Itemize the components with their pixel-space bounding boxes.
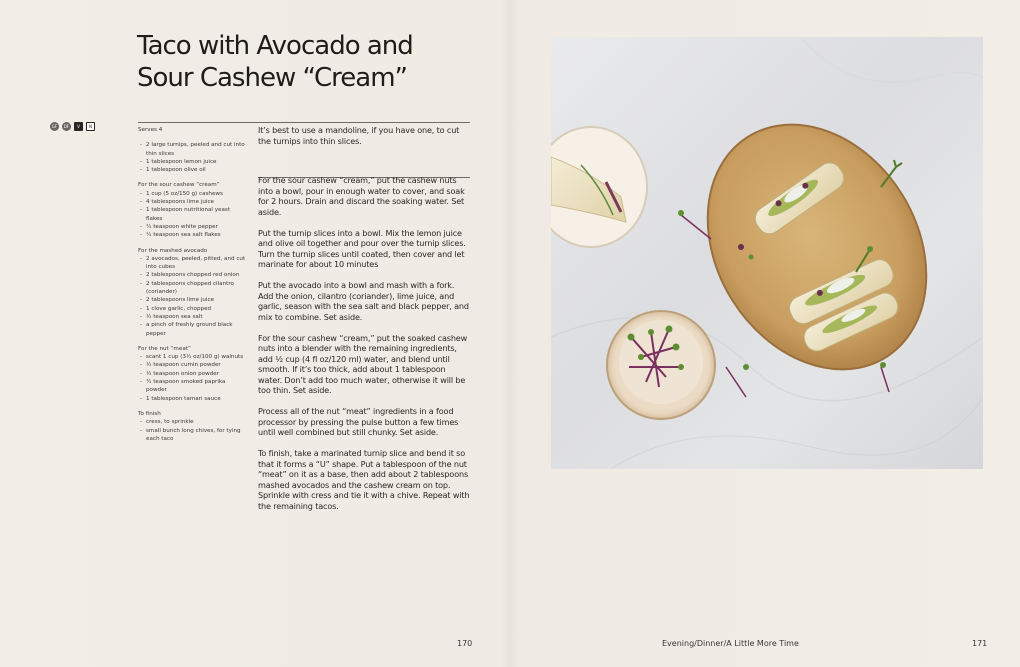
method-step: Put the turnip slices into a bowl. Mix the lemon juice and olive oil together and pour over the turnip slices. Turn the turnip slices until coated, then cover and let marinate for about 10 minutes xyxy=(258,227,466,269)
ingredient-item: - a pinch of freshly ground black pepper xyxy=(138,321,248,338)
ingredient-item: - 1 tablespoon tamari sauce xyxy=(138,395,248,403)
recipe-photo-illustration xyxy=(551,37,983,469)
ingredient-item: - 2 tablespoons chopped cilantro (coriander) xyxy=(138,280,248,297)
section-gap xyxy=(258,146,470,175)
title-line-1: Taco with Avocado and xyxy=(137,31,413,61)
ingredient-group-heading: For the mashed avocado xyxy=(138,247,208,254)
ingredient-group xyxy=(138,247,248,338)
ingredient-item: - ¼ teaspoon smoked paprika powder xyxy=(138,378,248,395)
ingredient-group xyxy=(138,141,248,174)
ingredient-group xyxy=(138,410,248,443)
ingredient-item: - 2 tablespoons chopped red onion xyxy=(138,271,248,279)
ingredient-group xyxy=(138,126,248,134)
ingredient-item: - scant 1 cup (3½ oz/100 g) walnuts xyxy=(138,353,248,361)
method-intro: It’s best to use a mandoline, if you have one, to cut the turnips into thin slices. xyxy=(258,125,460,146)
title-line-2: Sour Cashew “Cream” xyxy=(137,63,408,93)
ingredient-item: - 1 tablespoon nutritional yeast flakes xyxy=(138,206,248,223)
ingredient-item: - cress, to sprinkle xyxy=(138,418,248,426)
dietary-badges xyxy=(50,122,95,131)
method-text xyxy=(258,125,470,522)
ingredient-group-heading: For the nut “meat” xyxy=(138,345,191,352)
right-page-number: 171 xyxy=(972,639,988,648)
ingredient-item: - 4 tablespoons lime juice xyxy=(138,198,248,206)
ingredient-item: - 1 tablespoon olive oil xyxy=(138,166,248,174)
method-step: Put the avocado into a bowl and mash with a fork. Add the onion, cilantro (coriander), lime juice, and garlic, season with the sea salt and black pepper, and mix to combine. Set aside. xyxy=(258,280,469,322)
top-rule xyxy=(138,122,470,123)
running-head: Evening/Dinner/A Little More Time xyxy=(662,639,799,648)
ingredient-item: - ¼ teaspoon sea salt flakes xyxy=(138,231,248,239)
method-step: To finish, take a marinated turnip slice and bend it so that it forms a “U” shape. Put a tablespoon of the nut “meat” on it as a base, then add about 2 tablespoons mashed avocados and the cashew cream on top. Sprinkle with cress and tie it with a chive. Repeat with the remaining tacos. xyxy=(258,448,470,511)
recipe-title xyxy=(137,30,457,94)
ingredient-item: - ½ teaspoon sea salt xyxy=(138,313,248,321)
ingredient-item: - 1 tablespoon lemon juice xyxy=(138,158,248,166)
left-page-number: 170 xyxy=(457,639,473,648)
ingredient-item: - 1 clove garlic, chopped xyxy=(138,305,248,313)
gluten-free-icon: GF xyxy=(51,124,58,129)
ingredient-group xyxy=(138,181,248,239)
ingredient-item: - 1 cup (5 oz/150 g) cashews xyxy=(138,190,248,198)
ingredient-item: - ½ teaspoon cumin powder xyxy=(138,361,248,369)
servings: Serves 4 xyxy=(138,127,163,133)
method-step: Process all of the nut “meat” ingredients in a food processor by pressing the pulse button a few times until well combined but still chunky. Set aside. xyxy=(258,406,459,437)
ingredient-item: - 2 tablespoons lime juice xyxy=(138,296,248,304)
ingredient-group-heading: For the sour cashew “cream” xyxy=(138,182,220,189)
ingredient-group xyxy=(138,345,248,403)
vegan-icon: V xyxy=(74,122,83,131)
ingredient-group-heading: To finish xyxy=(138,410,161,417)
recipe-photo xyxy=(551,37,983,469)
small-plate xyxy=(551,127,647,247)
dairy-free-icon: DF xyxy=(63,124,70,129)
ingredient-item: - small bunch long chives, for tying each taco xyxy=(138,427,248,444)
ingredient-item: - ¼ teaspoon white pepper xyxy=(138,223,248,231)
cress-bowl xyxy=(607,311,715,419)
nut-icon: N xyxy=(86,122,95,131)
ingredient-item: - 2 large turnips, peeled and cut into thin slices xyxy=(138,141,248,158)
method-step: For the sour cashew “cream,” put the cashew nuts into a bowl, pour in enough water to cover, and soak for 2 hours. Drain and discard the soaking water. Set aside. xyxy=(258,175,465,217)
ingredient-item: - 2 avocados, peeled, pitted, and cut into cubes xyxy=(138,255,248,272)
method-step: For the sour cashew “cream,” put the soaked cashew nuts into a blender with the remaining ingredients, add ½ cup (4 fl oz/120 ml) water, and blend until smooth. If it’s too thick, add about 1 tablespoon water. Don’t add too much water, otherwise it will be too thin. Set aside. xyxy=(258,332,468,395)
ingredient-item: - ½ teaspoon onion powder xyxy=(138,370,248,378)
ingredients-list xyxy=(138,126,248,450)
